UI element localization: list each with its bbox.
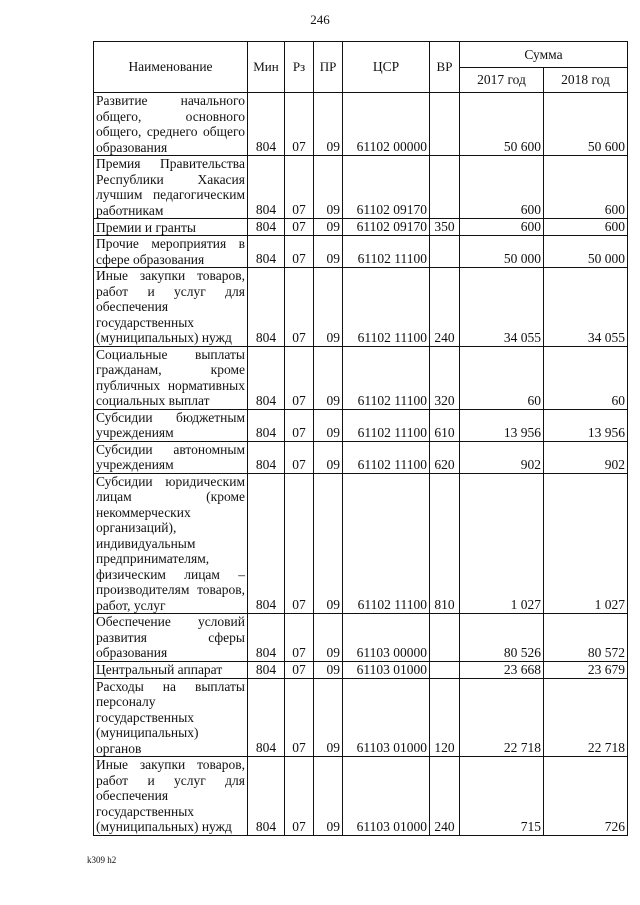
row-sum-2018: 22 718 <box>544 678 628 757</box>
table-row <box>94 473 628 614</box>
row-csr: 61102 09170 <box>343 219 430 236</box>
row-pr: 09 <box>314 346 343 409</box>
row-sum-2017: 902 <box>460 441 544 473</box>
col-header-name: Наименование <box>94 42 248 93</box>
row-min: 804 <box>248 236 285 268</box>
row-name: Премии и гранты <box>94 219 248 236</box>
table-row <box>94 268 628 347</box>
row-rz: 07 <box>285 614 314 662</box>
col-header-min: Мин <box>248 42 285 93</box>
row-rz: 07 <box>285 346 314 409</box>
row-min: 804 <box>248 156 285 219</box>
row-vr <box>430 661 460 678</box>
row-min: 804 <box>248 441 285 473</box>
row-sum-2018: 13 956 <box>544 409 628 441</box>
row-sum-2018: 50 600 <box>544 93 628 156</box>
row-pr: 09 <box>314 661 343 678</box>
row-min: 804 <box>248 473 285 614</box>
table-row <box>94 661 628 678</box>
row-sum-2017: 13 956 <box>460 409 544 441</box>
table-row <box>94 219 628 236</box>
row-name: Центральный аппарат <box>94 661 248 678</box>
row-sum-2018: 23 679 <box>544 661 628 678</box>
row-vr: 620 <box>430 441 460 473</box>
row-min: 804 <box>248 93 285 156</box>
row-name: Иные закупки товаров, работ и услуг для обеспечения государственных (муниципальных) нужд <box>94 757 248 836</box>
row-min: 804 <box>248 219 285 236</box>
row-vr: 240 <box>430 757 460 836</box>
table-row <box>94 346 628 409</box>
row-rz: 07 <box>285 757 314 836</box>
row-sum-2017: 34 055 <box>460 268 544 347</box>
row-min: 804 <box>248 268 285 347</box>
row-pr: 09 <box>314 678 343 757</box>
row-pr: 09 <box>314 473 343 614</box>
row-csr: 61103 01000 <box>343 678 430 757</box>
row-csr: 61102 00000 <box>343 93 430 156</box>
row-vr: 320 <box>430 346 460 409</box>
row-rz: 07 <box>285 236 314 268</box>
table-row <box>94 409 628 441</box>
row-csr: 61103 00000 <box>343 614 430 662</box>
row-sum-2018: 600 <box>544 156 628 219</box>
row-name: Обеспечение условий развития сферы образования <box>94 614 248 662</box>
table-row <box>94 614 628 662</box>
table-row <box>94 678 628 757</box>
row-vr: 350 <box>430 219 460 236</box>
row-pr: 09 <box>314 236 343 268</box>
row-rz: 07 <box>285 409 314 441</box>
row-rz: 07 <box>285 473 314 614</box>
row-csr: 61102 11100 <box>343 441 430 473</box>
row-min: 804 <box>248 757 285 836</box>
row-csr: 61102 11100 <box>343 473 430 614</box>
col-header-2017: 2017 год <box>460 68 544 93</box>
row-min: 804 <box>248 346 285 409</box>
row-pr: 09 <box>314 268 343 347</box>
row-rz: 07 <box>285 93 314 156</box>
table-row <box>94 156 628 219</box>
row-sum-2018: 902 <box>544 441 628 473</box>
footer-code: k309 h2 <box>87 855 117 865</box>
row-sum-2018: 726 <box>544 757 628 836</box>
budget-table <box>93 41 628 836</box>
row-vr: 810 <box>430 473 460 614</box>
row-name: Субсидии юридическим лицам (кроме некоммерческих организаций), индивидуальным предпринимателям, физическим лицам – производителям товаров, работ, услуг <box>94 473 248 614</box>
row-name: Прочие мероприятия в сфере образования <box>94 236 248 268</box>
row-min: 804 <box>248 661 285 678</box>
row-sum-2017: 50 600 <box>460 93 544 156</box>
row-name: Иные закупки товаров, работ и услуг для обеспечения государственных (муниципальных) нужд <box>94 268 248 347</box>
col-header-vr: ВР <box>430 42 460 93</box>
row-min: 804 <box>248 614 285 662</box>
row-rz: 07 <box>285 156 314 219</box>
row-sum-2017: 715 <box>460 757 544 836</box>
row-csr: 61102 09170 <box>343 156 430 219</box>
row-min: 804 <box>248 678 285 757</box>
col-header-csr: ЦСР <box>343 42 430 93</box>
row-csr: 61102 11100 <box>343 346 430 409</box>
row-name: Развитие начального общего, основного общего, среднего общего образования <box>94 93 248 156</box>
row-name: Социальные выплаты гражданам, кроме публичных нормативных социальных выплат <box>94 346 248 409</box>
col-header-2018: 2018 год <box>544 68 628 93</box>
row-pr: 09 <box>314 441 343 473</box>
row-sum-2018: 34 055 <box>544 268 628 347</box>
row-rz: 07 <box>285 678 314 757</box>
row-sum-2017: 23 668 <box>460 661 544 678</box>
row-vr: 120 <box>430 678 460 757</box>
row-vr: 610 <box>430 409 460 441</box>
row-rz: 07 <box>285 268 314 347</box>
row-name: Премия Правительства Республики Хакасия лучшим педагогическим работникам <box>94 156 248 219</box>
row-csr: 61102 11100 <box>343 268 430 347</box>
table-row <box>94 93 628 156</box>
row-vr <box>430 156 460 219</box>
row-vr: 240 <box>430 268 460 347</box>
row-sum-2017: 60 <box>460 346 544 409</box>
col-header-sum: Сумма <box>460 42 628 68</box>
row-rz: 07 <box>285 441 314 473</box>
row-pr: 09 <box>314 757 343 836</box>
table-row <box>94 757 628 836</box>
row-sum-2017: 50 000 <box>460 236 544 268</box>
row-rz: 07 <box>285 219 314 236</box>
row-pr: 09 <box>314 409 343 441</box>
row-min: 804 <box>248 409 285 441</box>
row-csr: 61102 11100 <box>343 409 430 441</box>
row-sum-2018: 60 <box>544 346 628 409</box>
table-row <box>94 441 628 473</box>
row-pr: 09 <box>314 219 343 236</box>
row-name: Субсидии автономным учреждениям <box>94 441 248 473</box>
table-row <box>94 236 628 268</box>
row-csr: 61103 01000 <box>343 661 430 678</box>
col-header-pr: ПР <box>314 42 343 93</box>
row-vr <box>430 236 460 268</box>
row-sum-2018: 600 <box>544 219 628 236</box>
row-sum-2017: 600 <box>460 219 544 236</box>
row-vr <box>430 614 460 662</box>
row-vr <box>430 93 460 156</box>
row-sum-2018: 80 572 <box>544 614 628 662</box>
row-pr: 09 <box>314 156 343 219</box>
page-number: 246 <box>310 12 330 27</box>
row-sum-2017: 80 526 <box>460 614 544 662</box>
col-header-rz: Рз <box>285 42 314 93</box>
row-rz: 07 <box>285 661 314 678</box>
row-sum-2017: 600 <box>460 156 544 219</box>
row-name: Субсидии бюджетным учреждениям <box>94 409 248 441</box>
row-csr: 61102 11100 <box>343 236 430 268</box>
row-sum-2018: 1 027 <box>544 473 628 614</box>
row-name: Расходы на выплаты персоналу государственных (муниципальных) органов <box>94 678 248 757</box>
row-sum-2017: 1 027 <box>460 473 544 614</box>
row-sum-2017: 22 718 <box>460 678 544 757</box>
row-pr: 09 <box>314 614 343 662</box>
row-sum-2018: 50 000 <box>544 236 628 268</box>
row-pr: 09 <box>314 93 343 156</box>
row-csr: 61103 01000 <box>343 757 430 836</box>
